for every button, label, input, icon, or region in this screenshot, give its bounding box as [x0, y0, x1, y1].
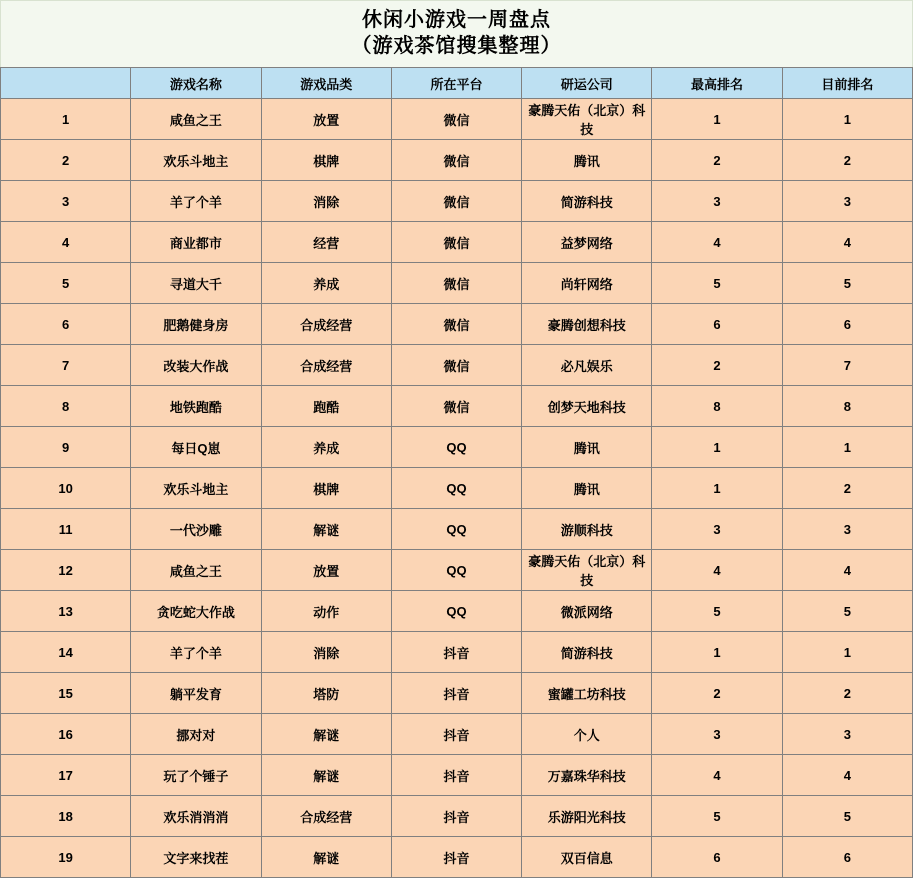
table-row	[1, 140, 913, 181]
cell-company: 简游科技	[522, 181, 652, 222]
table-row	[1, 181, 913, 222]
cell-index: 4	[1, 222, 131, 263]
cell-company: 双百信息	[522, 837, 652, 878]
cell-category: 放置	[261, 550, 391, 591]
cell-game-name: 羊了个羊	[131, 632, 261, 673]
cell-current-rank: 2	[782, 140, 912, 181]
cell-best-rank: 5	[652, 591, 782, 632]
cell-category: 棋牌	[261, 140, 391, 181]
table-row	[1, 263, 913, 304]
column-header-category: 游戏品类	[261, 68, 391, 99]
cell-category: 经营	[261, 222, 391, 263]
cell-category: 塔防	[261, 673, 391, 714]
cell-best-rank: 1	[652, 468, 782, 509]
cell-category: 消除	[261, 632, 391, 673]
cell-platform: 微信	[391, 181, 521, 222]
cell-game-name: 商业都市	[131, 222, 261, 263]
cell-platform: 抖音	[391, 796, 521, 837]
table-row	[1, 837, 913, 878]
table-row	[1, 509, 913, 550]
cell-best-rank: 4	[652, 222, 782, 263]
table-header-row	[1, 68, 913, 99]
cell-platform: 微信	[391, 222, 521, 263]
cell-current-rank: 3	[782, 714, 912, 755]
cell-company: 豪腾天佑（北京）科技	[522, 550, 652, 591]
column-header-platform: 所在平台	[391, 68, 521, 99]
cell-index: 12	[1, 550, 131, 591]
cell-company: 腾讯	[522, 140, 652, 181]
cell-current-rank: 6	[782, 304, 912, 345]
cell-current-rank: 4	[782, 550, 912, 591]
cell-best-rank: 1	[652, 99, 782, 140]
cell-category: 养成	[261, 427, 391, 468]
table-row	[1, 99, 913, 140]
table-row	[1, 673, 913, 714]
cell-company: 微派网络	[522, 591, 652, 632]
cell-category: 解谜	[261, 714, 391, 755]
cell-best-rank: 2	[652, 673, 782, 714]
cell-current-rank: 4	[782, 755, 912, 796]
column-header-company: 研运公司	[522, 68, 652, 99]
table-row	[1, 591, 913, 632]
cell-game-name: 咸鱼之王	[131, 99, 261, 140]
cell-company: 腾讯	[522, 468, 652, 509]
cell-best-rank: 2	[652, 140, 782, 181]
cell-platform: 微信	[391, 99, 521, 140]
column-header-index	[1, 68, 131, 99]
cell-current-rank: 4	[782, 222, 912, 263]
cell-platform: 抖音	[391, 714, 521, 755]
cell-company: 创梦天地科技	[522, 386, 652, 427]
cell-game-name: 挪对对	[131, 714, 261, 755]
cell-index: 14	[1, 632, 131, 673]
table-row	[1, 796, 913, 837]
cell-index: 6	[1, 304, 131, 345]
cell-current-rank: 2	[782, 468, 912, 509]
cell-category: 合成经营	[261, 345, 391, 386]
cell-platform: QQ	[391, 509, 521, 550]
cell-index: 3	[1, 181, 131, 222]
cell-index: 19	[1, 837, 131, 878]
cell-best-rank: 2	[652, 345, 782, 386]
cell-best-rank: 6	[652, 304, 782, 345]
cell-game-name: 一代沙雕	[131, 509, 261, 550]
table-row	[1, 222, 913, 263]
cell-game-name: 肥鹅健身房	[131, 304, 261, 345]
cell-company: 必凡娱乐	[522, 345, 652, 386]
cell-platform: 微信	[391, 304, 521, 345]
cell-game-name: 地铁跑酷	[131, 386, 261, 427]
cell-platform: 微信	[391, 386, 521, 427]
cell-game-name: 咸鱼之王	[131, 550, 261, 591]
page-title-line-1: 休闲小游戏一周盘点	[362, 9, 551, 31]
cell-game-name: 欢乐斗地主	[131, 140, 261, 181]
cell-company: 豪腾天佑（北京）科技	[522, 99, 652, 140]
cell-current-rank: 5	[782, 263, 912, 304]
cell-company: 乐游阳光科技	[522, 796, 652, 837]
cell-best-rank: 3	[652, 509, 782, 550]
cell-best-rank: 4	[652, 550, 782, 591]
cell-index: 13	[1, 591, 131, 632]
table-row	[1, 304, 913, 345]
cell-index: 1	[1, 99, 131, 140]
cell-current-rank: 1	[782, 427, 912, 468]
table-row	[1, 345, 913, 386]
cell-platform: 微信	[391, 140, 521, 181]
cell-category: 跑酷	[261, 386, 391, 427]
cell-category: 合成经营	[261, 304, 391, 345]
cell-platform: QQ	[391, 550, 521, 591]
cell-index: 10	[1, 468, 131, 509]
table-row	[1, 468, 913, 509]
cell-index: 2	[1, 140, 131, 181]
column-header-game-name: 游戏名称	[131, 68, 261, 99]
cell-category: 消除	[261, 181, 391, 222]
cell-company: 游顺科技	[522, 509, 652, 550]
cell-company: 尚轩网络	[522, 263, 652, 304]
cell-game-name: 玩了个锤子	[131, 755, 261, 796]
cell-index: 7	[1, 345, 131, 386]
cell-current-rank: 7	[782, 345, 912, 386]
cell-current-rank: 2	[782, 673, 912, 714]
cell-platform: 微信	[391, 263, 521, 304]
cell-best-rank: 5	[652, 796, 782, 837]
cell-current-rank: 5	[782, 796, 912, 837]
cell-company: 万嘉珠华科技	[522, 755, 652, 796]
cell-best-rank: 4	[652, 755, 782, 796]
cell-category: 合成经营	[261, 796, 391, 837]
cell-company: 简游科技	[522, 632, 652, 673]
cell-best-rank: 8	[652, 386, 782, 427]
cell-platform: QQ	[391, 591, 521, 632]
cell-index: 17	[1, 755, 131, 796]
cell-company: 腾讯	[522, 427, 652, 468]
table-body	[1, 99, 913, 878]
cell-game-name: 欢乐消消消	[131, 796, 261, 837]
cell-current-rank: 6	[782, 837, 912, 878]
cell-category: 解谜	[261, 837, 391, 878]
cell-best-rank: 5	[652, 263, 782, 304]
cell-category: 动作	[261, 591, 391, 632]
cell-index: 8	[1, 386, 131, 427]
cell-best-rank: 1	[652, 427, 782, 468]
cell-current-rank: 3	[782, 181, 912, 222]
cell-current-rank: 3	[782, 509, 912, 550]
cell-current-rank: 1	[782, 632, 912, 673]
cell-index: 11	[1, 509, 131, 550]
cell-category: 解谜	[261, 509, 391, 550]
cell-game-name: 羊了个羊	[131, 181, 261, 222]
cell-game-name: 贪吃蛇大作战	[131, 591, 261, 632]
cell-game-name: 每日Q崽	[131, 427, 261, 468]
title-block	[0, 0, 913, 67]
cell-best-rank: 6	[652, 837, 782, 878]
table-row	[1, 714, 913, 755]
table-row	[1, 386, 913, 427]
cell-index: 5	[1, 263, 131, 304]
cell-category: 养成	[261, 263, 391, 304]
table-row	[1, 550, 913, 591]
cell-company: 豪腾创想科技	[522, 304, 652, 345]
cell-index: 18	[1, 796, 131, 837]
column-header-best-rank: 最高排名	[652, 68, 782, 99]
cell-platform: QQ	[391, 427, 521, 468]
cell-current-rank: 8	[782, 386, 912, 427]
cell-platform: 抖音	[391, 673, 521, 714]
cell-company: 蜜罐工坊科技	[522, 673, 652, 714]
table-row	[1, 632, 913, 673]
cell-platform: 抖音	[391, 837, 521, 878]
cell-game-name: 文字来找茬	[131, 837, 261, 878]
table-header	[1, 68, 913, 99]
table-row	[1, 427, 913, 468]
cell-best-rank: 1	[652, 632, 782, 673]
cell-platform: 抖音	[391, 632, 521, 673]
ranking-table	[0, 67, 913, 878]
cell-platform: 微信	[391, 345, 521, 386]
cell-index: 16	[1, 714, 131, 755]
cell-platform: 抖音	[391, 755, 521, 796]
cell-category: 棋牌	[261, 468, 391, 509]
cell-index: 9	[1, 427, 131, 468]
cell-category: 放置	[261, 99, 391, 140]
column-header-current-rank: 目前排名	[782, 68, 912, 99]
cell-current-rank: 5	[782, 591, 912, 632]
cell-company: 益梦网络	[522, 222, 652, 263]
cell-game-name: 寻道大千	[131, 263, 261, 304]
cell-best-rank: 3	[652, 181, 782, 222]
cell-index: 15	[1, 673, 131, 714]
cell-category: 解谜	[261, 755, 391, 796]
cell-game-name: 改装大作战	[131, 345, 261, 386]
cell-platform: QQ	[391, 468, 521, 509]
cell-game-name: 欢乐斗地主	[131, 468, 261, 509]
cell-current-rank: 1	[782, 99, 912, 140]
cell-company: 个人	[522, 714, 652, 755]
page-title-line-2: （游戏茶馆搜集整理）	[351, 35, 562, 57]
table-row	[1, 755, 913, 796]
cell-game-name: 躺平发育	[131, 673, 261, 714]
cell-best-rank: 3	[652, 714, 782, 755]
